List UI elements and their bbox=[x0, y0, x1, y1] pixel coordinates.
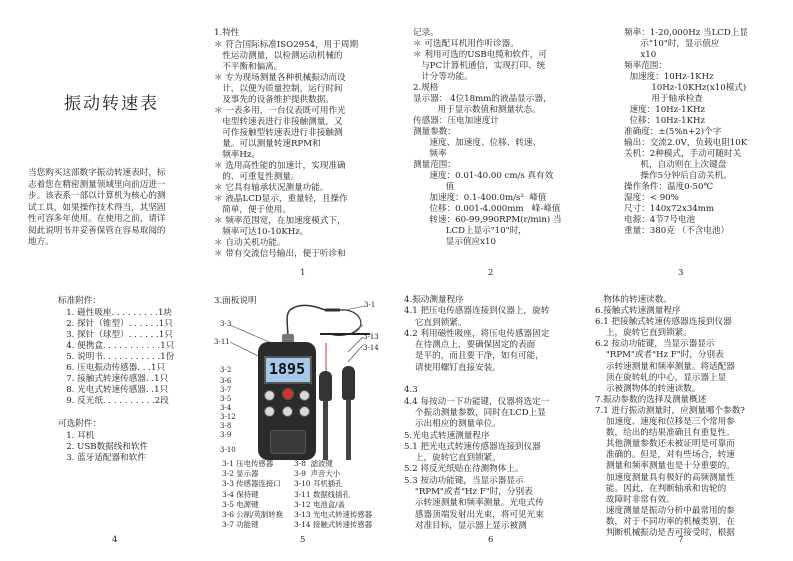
page-number: 6 bbox=[488, 535, 494, 545]
procedure-line: 数，对于不同功率的机械类别，在 bbox=[595, 516, 735, 527]
procedure-line: 准确的。但是，对有些场合，转速 bbox=[595, 450, 735, 461]
section-features-heading: 1.特性 bbox=[214, 28, 240, 38]
spec-line: 测量参数： bbox=[413, 127, 456, 137]
spec-line: 准确度：±(5%n+2)个字 bbox=[624, 127, 722, 137]
panel-legend-item: 3-14 接触式转速传感器 bbox=[294, 520, 373, 530]
spec-line: 频率范围： bbox=[624, 61, 667, 71]
intro-line: 地方。 bbox=[28, 237, 54, 247]
lcd-reading: 1895 bbox=[269, 360, 306, 378]
spec-line: 关机：2种模式，手动可随时关 bbox=[624, 149, 742, 159]
feature-line: ＊ 带有交流信号输出，便于听诊和 bbox=[214, 249, 346, 259]
accessory-item: 4. 便携盒. . . . . . . . . . .1只 bbox=[58, 341, 175, 351]
callout-3-12: 3-12 bbox=[220, 413, 236, 421]
spec-line: 频率 bbox=[413, 149, 447, 159]
meter-illustration bbox=[200, 300, 400, 465]
optional-accessory-item: 1. 耳机 bbox=[58, 431, 95, 441]
procedure-line: 示转速测量和频率测量。光电式传 bbox=[404, 498, 544, 509]
panel-legend-item: 3-2 显示器 bbox=[222, 469, 259, 479]
spec-line: 与PC计算机通信，实现打印、统 bbox=[413, 61, 546, 71]
features-list bbox=[214, 40, 358, 260]
spec-line: 显示器： 4位18mm的液晶显示器， bbox=[413, 94, 552, 104]
procedure-line: 判断机械振动是否可接受时，根据 bbox=[595, 527, 735, 538]
procedure-line: 4.2 利用磁性吸座，将压电传感器固定 bbox=[404, 328, 550, 339]
callout-3-1: 3-1 bbox=[364, 301, 376, 309]
callout-3-9: 3-9 bbox=[220, 431, 232, 439]
spec-line: 湿度：< 90% bbox=[624, 193, 679, 203]
feature-line: ＊ 选用高性能的加速计，实现准确 bbox=[214, 161, 346, 171]
page-number: 2 bbox=[488, 268, 494, 278]
volume-button[interactable] bbox=[299, 406, 310, 417]
feature-line: 及事先的设备维护提供数据。 bbox=[214, 95, 334, 105]
feature-line: 简单，便于使用。 bbox=[214, 205, 291, 215]
intro-line: 步。该表系一部以计算机为核心的测 bbox=[28, 191, 166, 201]
feature-line: ＊ 液晶LCD显示，重量轻，且操作 bbox=[214, 194, 348, 204]
spec-line: 位移：10Hz-1KHz bbox=[624, 116, 706, 126]
feature-line: ＊ 专为现场测量各种机械振动而设 bbox=[214, 73, 346, 83]
procedure-line: 6.接触式转速测量程序 bbox=[595, 306, 681, 317]
spec-line: 显示值应x10 bbox=[413, 237, 496, 247]
panel-legend-item: 3-12 电池盒/盖 bbox=[294, 499, 346, 509]
procedure-line: 6.1 把接触式转速传感器连接到仪器 bbox=[595, 317, 732, 328]
spec-line: 速度：10Hz-1KHz bbox=[624, 105, 706, 115]
optical-sensor-cable bbox=[323, 400, 328, 460]
spec-line: 10Hz-10KHz(x10模式) bbox=[624, 83, 747, 93]
contact-tach-sensor bbox=[342, 366, 355, 400]
procedure-line: 顶在旋转轧的中心，显示器上显 bbox=[595, 372, 727, 383]
procedure-line: "RPM"或者"Hz F"时，分别表 bbox=[404, 487, 533, 498]
procedure-block-continued bbox=[595, 295, 745, 539]
panel-legend-item: 3-1 压电传感器 bbox=[222, 459, 274, 468]
feature-line: 频率Hz。 bbox=[214, 150, 260, 160]
unit-toggle-button[interactable] bbox=[299, 390, 310, 401]
panel-legend-item: 3-4 保持键 bbox=[222, 489, 259, 499]
procedure-line: 数，给出的结果准确且有重复性。 bbox=[595, 428, 735, 439]
spec-line: 输出：交流2.0V，负载电阻10K bbox=[624, 138, 748, 148]
spec-line: 机，自动则在上次键盘 bbox=[624, 160, 727, 170]
accessory-item: 2. 探针（锥型）. . . . . .1只 bbox=[58, 319, 173, 329]
panel-legend-item: 3-13 光电式转速传感器 bbox=[294, 510, 373, 520]
procedure-line: 个振动测量参数，同时在LCD上显 bbox=[404, 407, 546, 418]
specs-block bbox=[413, 28, 562, 248]
procedure-line: 测量和频率测量也是十分重要的。 bbox=[595, 461, 735, 472]
accessory-item: 3. 探针（球型）. . . . . .1只 bbox=[58, 330, 173, 340]
feature-line: 电型转速表进行非接触测量，又 bbox=[214, 117, 343, 127]
spec-line: 尺寸：140x72x34mm bbox=[624, 204, 715, 214]
procedure-line: 故障时非常有效。 bbox=[595, 494, 675, 505]
procedure-line: 上，旋转它直到锁紧。 bbox=[404, 453, 501, 464]
intro-paragraph bbox=[28, 168, 166, 249]
accessory-item: 6. 压电振动传感器. . .1只 bbox=[58, 363, 166, 373]
procedure-line: 7.振动参数的选择及测量概述 bbox=[595, 394, 707, 405]
intro-line: 当您购买这部数字振动转速表时，标 bbox=[28, 168, 166, 178]
feature-line: 的、可重复性测量。 bbox=[214, 172, 300, 182]
panel-legend-item: 3-10 耳机插孔 bbox=[294, 479, 343, 489]
feature-line: 量。可以测量转速RPM和 bbox=[214, 139, 321, 149]
contact-sensor-cable bbox=[346, 399, 351, 460]
optional-accessory-item: 3. 蓝牙适配器和软件 bbox=[58, 453, 146, 463]
callout-3-4: 3-4 bbox=[220, 404, 232, 412]
lcd-display bbox=[264, 356, 312, 384]
power-button[interactable] bbox=[282, 388, 294, 400]
spec-line: x10 bbox=[624, 50, 657, 60]
procedure-line: 对准目标，显示器上显示被测 bbox=[404, 520, 527, 531]
feature-line: 频率可达10-10KHz。 bbox=[214, 227, 309, 237]
spec-line: 值 bbox=[413, 182, 455, 192]
procedure-line: 示被测物体的转速读数。 bbox=[595, 383, 701, 394]
function-button[interactable] bbox=[264, 406, 275, 417]
panel-legend-item: 3-11 数据线插孔 bbox=[294, 489, 350, 499]
panel-legend-item: 3-7 功能键 bbox=[222, 520, 259, 530]
feature-line: 不平衡和偏离。 bbox=[214, 62, 283, 72]
procedure-line: 是平的，而且要干净，如有可能， bbox=[404, 351, 544, 362]
callout-3-14: 3-14 bbox=[363, 344, 379, 352]
callout-3-5: 3-5 bbox=[220, 395, 232, 403]
spec-line: 电源：4节7号电池 bbox=[624, 215, 696, 225]
feature-line: ＊ 符合国际标准ISO2954，用于周期 bbox=[214, 40, 359, 50]
intro-line: 阅此说明书并妥善保管在容易取阅的 bbox=[28, 225, 166, 236]
panel-legend-item: 3-5 电源键 bbox=[222, 499, 259, 509]
callout-3-7: 3-7 bbox=[220, 386, 232, 394]
procedure-block bbox=[404, 295, 549, 532]
battery-cover bbox=[270, 430, 306, 454]
intro-line: 试工具，如果操作技术得当，其坚固 bbox=[28, 202, 166, 213]
feature-line: ＊ 一表多用，一台仪表既可用作光 bbox=[214, 106, 346, 116]
procedure-line bbox=[404, 374, 549, 385]
spec-line: 2.规格 bbox=[413, 83, 439, 93]
procedure-line: 能。因此，在判断轴承和齿轮的 bbox=[595, 483, 727, 494]
feature-line: 可作接触型转速表进行非接触测 bbox=[214, 128, 343, 138]
procedure-line: 感器顶端发射出光束，将可见光束 bbox=[404, 509, 544, 520]
callout-3-8: 3-8 bbox=[220, 422, 232, 430]
filter-button[interactable] bbox=[282, 406, 293, 417]
panel-legend-item: 3-6 公制/英制转换 bbox=[222, 510, 284, 520]
procedure-line: 4.1 把压电传感器连接到仪器上，旋转 bbox=[404, 306, 550, 317]
callout-3-11: 3-11 bbox=[214, 338, 230, 346]
panel-legend-item: 3-3 传感器连接口 bbox=[222, 479, 281, 489]
spec-line: 位移：0.001-4.000mm 峰-峰值 bbox=[413, 204, 561, 214]
spec-line: 记录。 bbox=[413, 28, 439, 38]
procedure-line: 它直到锁紧。 bbox=[404, 317, 467, 328]
manual-title: 振动转速表 bbox=[64, 94, 159, 114]
spec-line: 加速度：0.1-400.0m/s² 峰值 bbox=[413, 193, 547, 203]
spec-line: 计分等功能。 bbox=[413, 72, 473, 82]
callout-3-10: 3-10 bbox=[220, 446, 236, 454]
procedure-line: 5.3 按动功能键，当显示器显示 bbox=[404, 475, 524, 486]
spec-line: 转速：60-99,990RPM(r/min) 当 bbox=[413, 215, 562, 225]
panel-legend-right bbox=[294, 459, 372, 530]
spec-line: ＊ 可选配耳机用作听诊器。 bbox=[413, 39, 519, 49]
panel-legend-left bbox=[222, 459, 283, 530]
accessory-item: 9. 反光纸. . . . . . . . . .2段 bbox=[58, 396, 169, 406]
standard-accessories-list bbox=[58, 308, 174, 407]
feature-line: ＊ 频率范围宽，在加速度模式下， bbox=[214, 216, 346, 226]
page-number: 7 bbox=[678, 535, 684, 545]
procedure-line: 5.1 把光电式转速传感器连接到仪器 bbox=[404, 441, 541, 452]
panel-description-heading: 3.面板说明 bbox=[214, 296, 257, 306]
spec-line: 用于轴承检查 bbox=[624, 94, 703, 104]
procedure-line: 速度测量是振动分析中最常用的参 bbox=[595, 505, 735, 516]
optional-accessories-heading: 可选附件： bbox=[58, 419, 101, 429]
procedure-line: 5.2 将反光纸贴在待测物体上。 bbox=[404, 464, 524, 475]
procedure-line: 6.2 按动功能键，当显示器显示 bbox=[595, 339, 715, 350]
procedure-line: 5.光电式转速测量程序 bbox=[404, 430, 490, 441]
procedure-line: 加速度测量具有极好的高频测量性 bbox=[595, 472, 735, 483]
page-number: 1 bbox=[300, 268, 306, 278]
accessory-item: 8. 光电式转速传感器. .1只 bbox=[58, 385, 169, 395]
accessory-item: 1. 磁性吸座. . . . . . . . .1块 bbox=[58, 308, 173, 318]
intro-line: 性可容多年使用。在使用之前，请详 bbox=[28, 214, 166, 224]
procedure-line: 4.振动测量程序 bbox=[404, 295, 464, 305]
spec-line: 加速度：10Hz-1KHz bbox=[624, 72, 714, 82]
panel-legend-item: 3-9 声音大小 bbox=[294, 469, 341, 479]
feature-line: 计，以便为质量控制，运行时间 bbox=[214, 84, 343, 94]
spec-line: LCD上显示"10"时， bbox=[413, 226, 527, 236]
panel-legend-item: 3-8 滤波键 bbox=[294, 459, 333, 468]
accessory-item: 7. 接触式转速传感器. .1只 bbox=[58, 374, 169, 384]
spec-line: 示"10"时，显示值应 bbox=[624, 39, 720, 49]
feature-line: ＊ 自动关机功能。 bbox=[214, 238, 286, 248]
callout-3-13: 3-13 bbox=[363, 333, 379, 341]
page-number: 3 bbox=[678, 268, 684, 278]
page-number: 5 bbox=[300, 535, 306, 545]
intro-line: 志着您在精密测量领域里向前迈进一 bbox=[28, 179, 166, 190]
procedure-line: 4.3 bbox=[404, 385, 418, 396]
specs-block-continued bbox=[624, 28, 748, 237]
procedure-line: 在待测点上，要确保固定的表面 bbox=[404, 340, 536, 351]
callout-3-2: 3-2 bbox=[220, 366, 232, 374]
spec-line: 操作5分钟后自动关机。 bbox=[624, 171, 732, 181]
spec-line: 操作条件：温度0-50℃ bbox=[624, 182, 714, 192]
procedure-line: 其他测量参数还未被证明是可靠而 bbox=[595, 439, 735, 450]
page-number: 4 bbox=[112, 535, 118, 545]
spec-line: 重量：380克 （不含电池） bbox=[624, 226, 730, 236]
procedure-line: 示出相应的测量单位。 bbox=[404, 419, 501, 430]
accessory-item: 5. 说明书. . . . . . . . . . .1份 bbox=[58, 352, 175, 362]
spec-line: ＊ 利用可选的USB电缆和软件，可 bbox=[413, 50, 547, 60]
procedure-line: 示转速测量和频率测量。将适配器 bbox=[595, 361, 735, 372]
callout-3-6: 3-6 bbox=[220, 377, 232, 385]
feature-line: ＊ 它具有轴承状况测量功能。 bbox=[214, 183, 329, 193]
feature-line: 性运动测量，以检测运动机械的 bbox=[214, 51, 343, 61]
procedure-line: "RPM"或者"Hz F"时，分别表 bbox=[595, 350, 724, 361]
spec-line: 用于显示数值和测量状态。 bbox=[413, 105, 541, 115]
hold-button[interactable] bbox=[264, 390, 275, 401]
callout-3-3: 3-3 bbox=[220, 320, 232, 328]
procedure-line: 物体的转速读数。 bbox=[595, 295, 672, 305]
procedure-line: 上，旋转它直到锁紧。 bbox=[595, 328, 692, 339]
spec-line: 速度、加速度、位移、转速、 bbox=[413, 138, 542, 148]
spec-line: 频率：1-20,000Hz 当LCD上显 bbox=[624, 28, 748, 38]
optional-accessories-list bbox=[58, 431, 148, 464]
optical-tach-sensor bbox=[319, 371, 332, 401]
optional-accessory-item: 2. USB数据线和软件 bbox=[58, 442, 149, 452]
procedure-line: 7.1 进行振动测量时，应测量哪个参数? bbox=[595, 405, 745, 416]
procedure-line: 4.4 每按动一下功能键，仪器将选定一 bbox=[404, 396, 550, 407]
spec-line: 测量范围： bbox=[413, 160, 456, 170]
spec-line: 传感器：压电加速度计 bbox=[413, 116, 499, 126]
procedure-line: 加速度、速度和位移是三个常用参 bbox=[595, 417, 735, 428]
procedure-line: 请使用螺钉直接安装。 bbox=[404, 362, 501, 373]
standard-accessories-heading: 标准附件： bbox=[58, 296, 101, 306]
spec-line: 速度：0.01-40.00 cm/s 真有效 bbox=[413, 171, 554, 181]
